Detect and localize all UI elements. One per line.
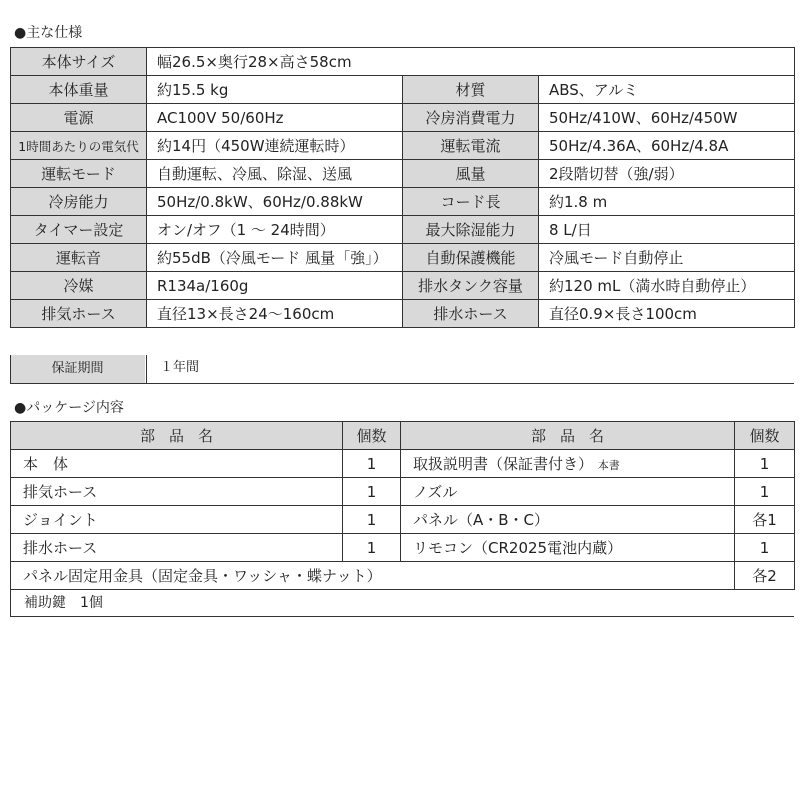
spare-key-row: [10, 589, 794, 617]
table-row: [11, 188, 795, 216]
spec-label: 本体重量: [11, 76, 147, 104]
spec-label: 排気ホース: [11, 300, 147, 328]
part-count: 1: [343, 534, 401, 562]
spec-label: 冷房消費電力: [403, 104, 539, 132]
package-table: [10, 421, 795, 590]
spare-key-text: 補助鍵 1個: [24, 595, 103, 611]
table-row: [11, 160, 795, 188]
part-count: 1: [735, 478, 795, 506]
spec-value: 50Hz/410W、60Hz/450W: [539, 104, 795, 132]
spec-value: 冷風モード自動停止: [539, 244, 795, 272]
table-row: [11, 244, 795, 272]
spec-section-title: ●主な仕様: [14, 25, 83, 41]
header-count: 個数: [735, 422, 795, 450]
spec-label: 運転モード: [11, 160, 147, 188]
spec-value: 自動運転、冷風、除湿、送風: [147, 160, 403, 188]
spec-value: 8 L/日: [539, 216, 795, 244]
spec-value: ABS、アルミ: [539, 76, 795, 104]
spec-label: 排水タンク容量: [403, 272, 539, 300]
divider: [146, 355, 147, 384]
spec-label: 運転音: [11, 244, 147, 272]
table-row: [11, 76, 795, 104]
table-header-row: [11, 422, 795, 450]
package-section-title: ●パッケージ内容: [14, 400, 124, 416]
spec-value: 約14円（450W連続運転時）: [147, 132, 403, 160]
spec-value: 約120 mL（満水時自動停止）: [539, 272, 795, 300]
spec-value: AC100V 50/60Hz: [147, 104, 403, 132]
part-name: [401, 450, 735, 478]
table-row: [11, 478, 795, 506]
spec-value: 50Hz/0.8kW、60Hz/0.88kW: [147, 188, 403, 216]
divider: [10, 616, 794, 617]
divider: [10, 383, 794, 384]
part-count: 1: [735, 534, 795, 562]
spec-value: 約1.8 m: [539, 188, 795, 216]
divider: [10, 355, 11, 384]
part-count: 1: [735, 450, 795, 478]
table-row: [11, 132, 795, 160]
spec-table: [10, 47, 795, 328]
table-row: [11, 450, 795, 478]
spec-label: 最大除湿能力: [403, 216, 539, 244]
part-count: 1: [343, 450, 401, 478]
spec-value: 50Hz/4.36A、60Hz/4.8A: [539, 132, 795, 160]
part-name: パネル（A・B・C）: [401, 506, 735, 534]
part-count: 1: [343, 506, 401, 534]
table-row: [11, 272, 795, 300]
part-name: ノズル: [401, 478, 735, 506]
header-part-name: 部品名: [11, 422, 343, 450]
divider: [10, 589, 11, 617]
part-count: 1: [343, 478, 401, 506]
spec-label: 冷房能力: [11, 188, 147, 216]
spec-label: 冷媒: [11, 272, 147, 300]
part-name: ジョイント: [11, 506, 343, 534]
part-name: 排気ホース: [11, 478, 343, 506]
spec-label: 本体サイズ: [11, 48, 147, 76]
part-name: 本 体: [11, 450, 343, 478]
spec-label: 1時間あたりの電気代: [11, 132, 147, 160]
spec-label: 運転電流: [403, 132, 539, 160]
table-row: [11, 534, 795, 562]
part-name: 排水ホース: [11, 534, 343, 562]
spec-label: 自動保護機能: [403, 244, 539, 272]
table-row: [11, 104, 795, 132]
part-count: 各2: [735, 562, 795, 590]
spec-label: 風量: [403, 160, 539, 188]
spec-label: 排水ホース: [403, 300, 539, 328]
warranty-value: １年間: [160, 360, 200, 375]
spec-value: 直径13×長さ24～160cm: [147, 300, 403, 328]
header-part-name: 部品名: [401, 422, 735, 450]
part-name: リモコン（CR2025電池内蔵）: [401, 534, 735, 562]
spec-value: 幅26.5×奥行28×高さ58cm: [147, 48, 795, 76]
spec-label: 電源: [11, 104, 147, 132]
spec-value: 約15.5 kg: [147, 76, 403, 104]
table-row: [11, 562, 795, 590]
table-row: [11, 506, 795, 534]
part-note: 本書: [597, 459, 620, 472]
spec-value: 約55dB（冷風モード 風量「強」）: [147, 244, 403, 272]
spec-value: 2段階切替（強/弱）: [539, 160, 795, 188]
spec-value: 直径0.9×長さ100cm: [539, 300, 795, 328]
header-count: 個数: [343, 422, 401, 450]
table-row: [11, 48, 795, 76]
spec-label: コード長: [403, 188, 539, 216]
spec-value: オン/オフ（1 ～ 24時間）: [147, 216, 403, 244]
part-name: パネル固定用金具（固定金具・ワッシャ・蝶ナット）: [11, 562, 735, 590]
table-row: [11, 216, 795, 244]
spec-label: 材質: [403, 76, 539, 104]
spec-value: R134a/160g: [147, 272, 403, 300]
part-name-text: 取扱説明書（保証書付き）: [413, 455, 594, 473]
warranty-row: [10, 355, 794, 384]
table-row: [11, 300, 795, 328]
part-count: 各1: [735, 506, 795, 534]
warranty-label: 保証期間: [10, 355, 145, 384]
spec-label: タイマー設定: [11, 216, 147, 244]
